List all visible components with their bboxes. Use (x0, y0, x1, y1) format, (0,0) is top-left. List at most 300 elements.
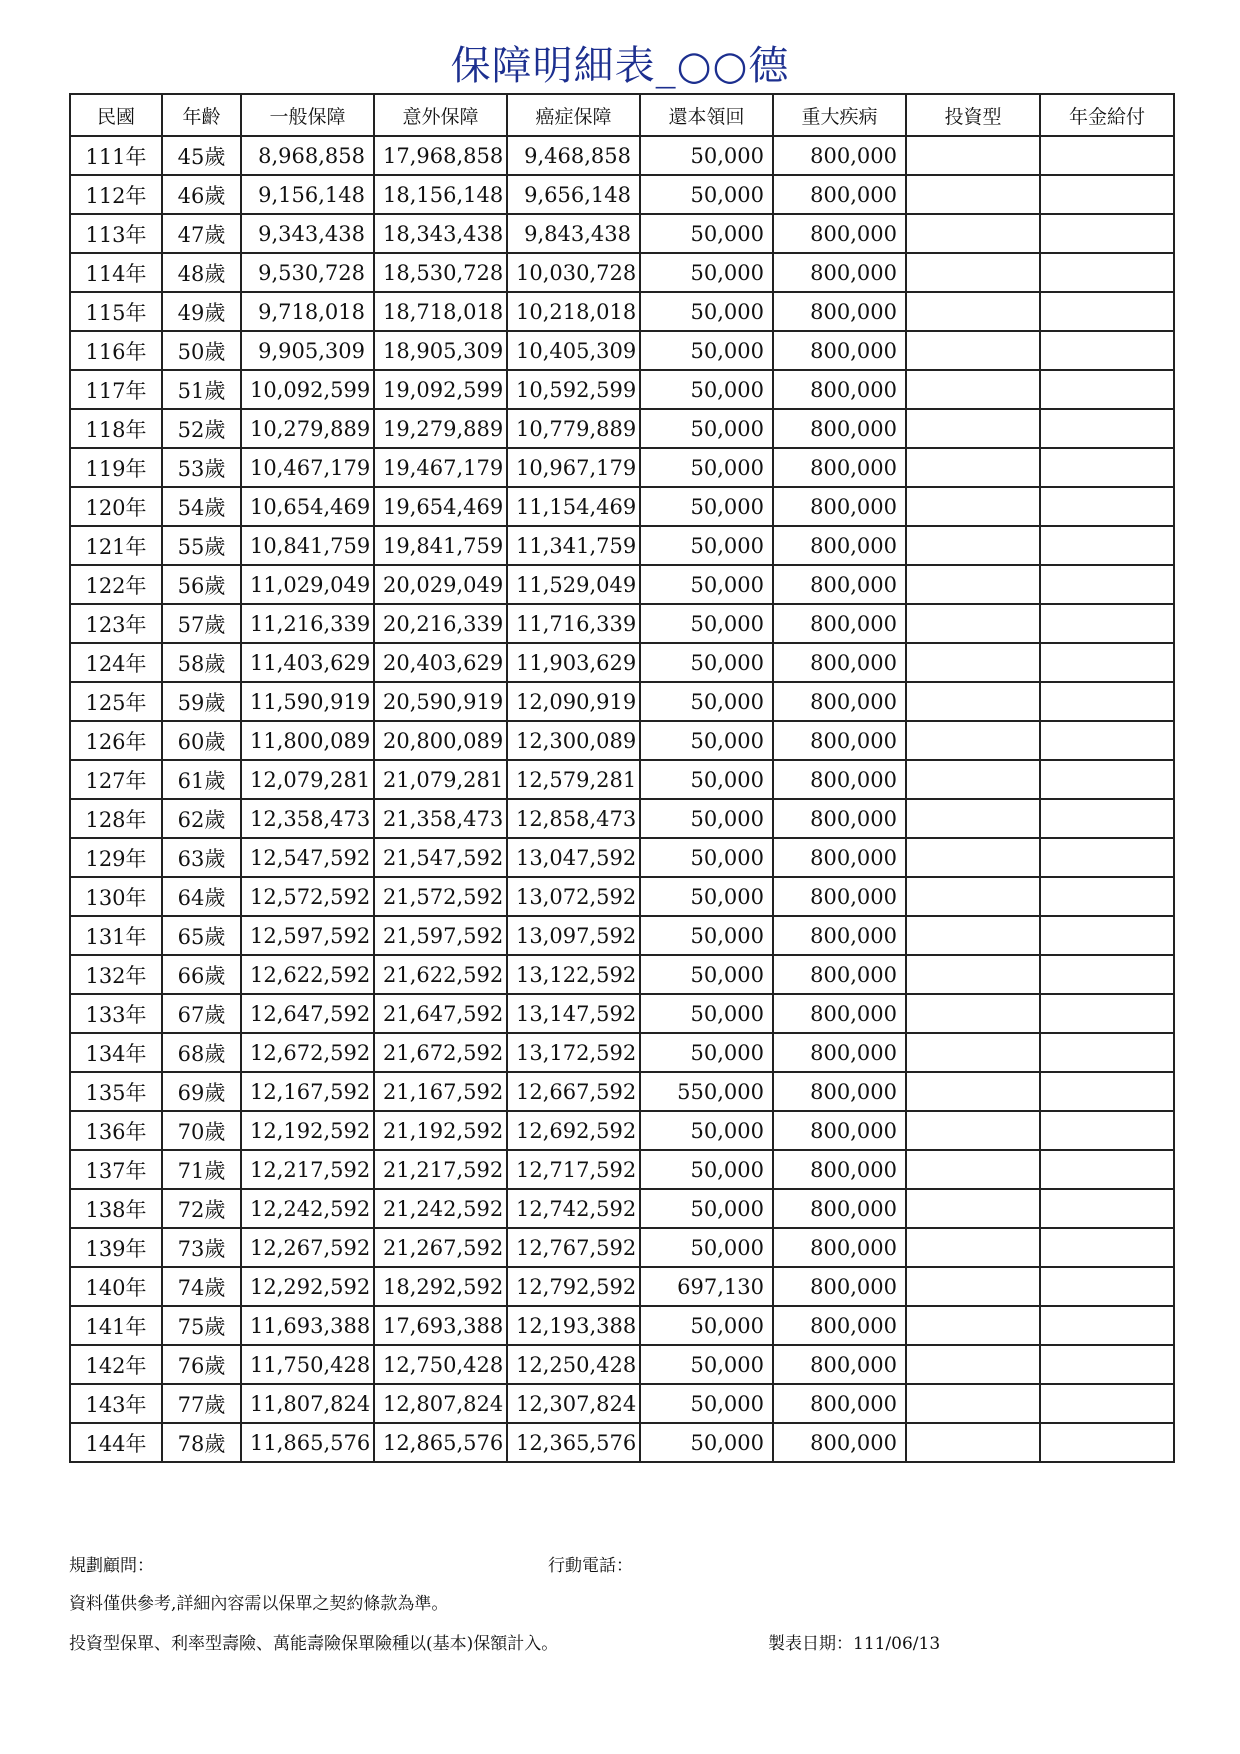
table-cell: 10,967,179 (507, 448, 640, 487)
table-cell: 800,000 (773, 1423, 906, 1462)
table-cell: 12,692,592 (507, 1111, 640, 1150)
table-cell (906, 292, 1040, 331)
column-header: 年齡 (162, 94, 241, 136)
table-cell: 10,779,889 (507, 409, 640, 448)
table-row (70, 760, 1174, 799)
table-cell: 50,000 (640, 916, 773, 955)
column-header: 民國 (70, 94, 162, 136)
table-cell: 68歲 (162, 1033, 241, 1072)
table-body (70, 136, 1174, 1462)
table-cell: 20,800,089 (374, 721, 507, 760)
table-cell (906, 721, 1040, 760)
table-cell: 70歲 (162, 1111, 241, 1150)
table-cell (906, 955, 1040, 994)
table-cell: 800,000 (773, 1033, 906, 1072)
table-cell: 13,147,592 (507, 994, 640, 1033)
table-cell: 21,647,592 (374, 994, 507, 1033)
table-cell: 50,000 (640, 643, 773, 682)
table-cell: 60歲 (162, 721, 241, 760)
table-cell: 50,000 (640, 1150, 773, 1189)
table-cell: 800,000 (773, 1228, 906, 1267)
table-row (70, 214, 1174, 253)
table-cell: 53歲 (162, 448, 241, 487)
table-cell: 21,192,592 (374, 1111, 507, 1150)
table-cell: 18,156,148 (374, 175, 507, 214)
table-cell: 800,000 (773, 682, 906, 721)
table-row (70, 1111, 1174, 1150)
table-cell: 17,968,858 (374, 136, 507, 175)
table-cell: 21,079,281 (374, 760, 507, 799)
table-cell (1040, 838, 1174, 877)
table-row (70, 292, 1174, 331)
table-cell: 10,841,759 (241, 526, 374, 565)
table-cell: 50,000 (640, 136, 773, 175)
table-cell (1040, 799, 1174, 838)
table-cell: 800,000 (773, 760, 906, 799)
table-cell: 12,767,592 (507, 1228, 640, 1267)
table-cell (1040, 214, 1174, 253)
table-row (70, 1345, 1174, 1384)
table-cell: 139年 (70, 1228, 162, 1267)
table-cell: 50,000 (640, 526, 773, 565)
table-cell: 135年 (70, 1072, 162, 1111)
table-cell: 697,130 (640, 1267, 773, 1306)
table-cell: 12,667,592 (507, 1072, 640, 1111)
table-cell (1040, 253, 1174, 292)
table-cell: 50,000 (640, 1189, 773, 1228)
table-cell: 50,000 (640, 331, 773, 370)
table-cell (906, 526, 1040, 565)
table-cell (906, 370, 1040, 409)
table-cell (906, 643, 1040, 682)
table-cell: 12,672,592 (241, 1033, 374, 1072)
table-cell: 19,841,759 (374, 526, 507, 565)
table-cell (1040, 1306, 1174, 1345)
table-cell: 50,000 (640, 253, 773, 292)
table-cell: 11,341,759 (507, 526, 640, 565)
table-cell: 72歲 (162, 1189, 241, 1228)
table-cell: 12,717,592 (507, 1150, 640, 1189)
table-cell: 12,365,576 (507, 1423, 640, 1462)
table-cell: 50,000 (640, 214, 773, 253)
table-cell: 800,000 (773, 448, 906, 487)
table-cell: 50,000 (640, 799, 773, 838)
table-cell: 126年 (70, 721, 162, 760)
table-cell: 125年 (70, 682, 162, 721)
table-cell (1040, 565, 1174, 604)
table-cell (1040, 1111, 1174, 1150)
table-cell: 12,079,281 (241, 760, 374, 799)
table-cell: 122年 (70, 565, 162, 604)
table-cell: 800,000 (773, 994, 906, 1033)
table-row (70, 1228, 1174, 1267)
table-cell: 10,592,599 (507, 370, 640, 409)
table-cell (1040, 175, 1174, 214)
table-cell: 11,716,339 (507, 604, 640, 643)
table-cell: 11,590,919 (241, 682, 374, 721)
table-cell (906, 838, 1040, 877)
table-cell: 134年 (70, 1033, 162, 1072)
table-row (70, 1150, 1174, 1189)
table-cell: 47歲 (162, 214, 241, 253)
table-cell: 50,000 (640, 175, 773, 214)
table-cell: 800,000 (773, 838, 906, 877)
table-cell: 45歲 (162, 136, 241, 175)
table-cell: 12,572,592 (241, 877, 374, 916)
table-cell (906, 877, 1040, 916)
table-cell: 137年 (70, 1150, 162, 1189)
table-cell: 800,000 (773, 643, 906, 682)
table-cell: 18,343,438 (374, 214, 507, 253)
table-cell: 12,267,592 (241, 1228, 374, 1267)
table-cell (906, 1306, 1040, 1345)
table-cell: 78歲 (162, 1423, 241, 1462)
table-row (70, 565, 1174, 604)
table-row (70, 799, 1174, 838)
table-cell: 800,000 (773, 409, 906, 448)
table-cell: 10,279,889 (241, 409, 374, 448)
table-row (70, 643, 1174, 682)
table-cell: 49歲 (162, 292, 241, 331)
table-cell: 12,579,281 (507, 760, 640, 799)
table-row (70, 916, 1174, 955)
table-cell: 50,000 (640, 292, 773, 331)
table-cell: 116年 (70, 331, 162, 370)
table-row (70, 1072, 1174, 1111)
table-cell: 64歲 (162, 877, 241, 916)
table-row (70, 1267, 1174, 1306)
table-cell: 12,250,428 (507, 1345, 640, 1384)
table-cell: 50,000 (640, 487, 773, 526)
coverage-table (69, 93, 1175, 1463)
table-cell: 800,000 (773, 916, 906, 955)
table-cell: 12,217,592 (241, 1150, 374, 1189)
table-cell: 800,000 (773, 1150, 906, 1189)
table-cell: 63歲 (162, 838, 241, 877)
table-cell: 800,000 (773, 370, 906, 409)
table-cell (1040, 1423, 1174, 1462)
table-cell: 128年 (70, 799, 162, 838)
table-cell: 12,792,592 (507, 1267, 640, 1306)
table-cell: 55歲 (162, 526, 241, 565)
table-cell: 800,000 (773, 1384, 906, 1423)
table-cell: 111年 (70, 136, 162, 175)
table-cell: 50,000 (640, 994, 773, 1033)
table-cell: 11,800,089 (241, 721, 374, 760)
table-cell (906, 799, 1040, 838)
table-cell (1040, 643, 1174, 682)
table-cell: 58歲 (162, 643, 241, 682)
table-cell (906, 1345, 1040, 1384)
table-row (70, 838, 1174, 877)
table-cell: 131年 (70, 916, 162, 955)
table-cell: 141年 (70, 1306, 162, 1345)
table-cell (906, 331, 1040, 370)
table-cell: 9,156,148 (241, 175, 374, 214)
table-cell: 20,029,049 (374, 565, 507, 604)
table-cell: 12,090,919 (507, 682, 640, 721)
table-cell: 18,718,018 (374, 292, 507, 331)
table-cell: 117年 (70, 370, 162, 409)
table-cell (906, 1072, 1040, 1111)
table-cell: 11,903,629 (507, 643, 640, 682)
table-cell (1040, 448, 1174, 487)
table-cell (1040, 331, 1174, 370)
table-row (70, 1384, 1174, 1423)
table-cell: 50,000 (640, 1345, 773, 1384)
table-cell (1040, 1033, 1174, 1072)
column-header: 投資型 (906, 94, 1040, 136)
table-cell: 11,693,388 (241, 1306, 374, 1345)
table-cell (906, 1150, 1040, 1189)
table-cell (906, 409, 1040, 448)
table-cell: 66歲 (162, 955, 241, 994)
table-cell: 114年 (70, 253, 162, 292)
table-cell: 550,000 (640, 1072, 773, 1111)
table-cell: 12,547,592 (241, 838, 374, 877)
table-cell: 12,647,592 (241, 994, 374, 1033)
table-cell (1040, 1228, 1174, 1267)
table-cell (906, 760, 1040, 799)
table-cell: 12,307,824 (507, 1384, 640, 1423)
table-cell: 10,654,469 (241, 487, 374, 526)
table-cell: 19,279,889 (374, 409, 507, 448)
table-cell (1040, 136, 1174, 175)
table-cell: 142年 (70, 1345, 162, 1384)
table-cell: 10,405,309 (507, 331, 640, 370)
table-cell (1040, 994, 1174, 1033)
table-cell (1040, 955, 1174, 994)
table-cell: 800,000 (773, 799, 906, 838)
table-cell: 73歲 (162, 1228, 241, 1267)
table-cell: 12,622,592 (241, 955, 374, 994)
table-cell: 50,000 (640, 448, 773, 487)
table-cell (906, 448, 1040, 487)
table-row (70, 487, 1174, 526)
table-cell: 130年 (70, 877, 162, 916)
table-cell: 69歲 (162, 1072, 241, 1111)
table-cell: 62歲 (162, 799, 241, 838)
table-cell (1040, 1189, 1174, 1228)
table-cell: 800,000 (773, 721, 906, 760)
table-cell (906, 1033, 1040, 1072)
table-cell: 13,097,592 (507, 916, 640, 955)
table-cell: 800,000 (773, 877, 906, 916)
table-cell: 50,000 (640, 1306, 773, 1345)
disclaimer-text: 資料僅供參考,詳細內容需以保單之契約條款為準。 (69, 1594, 449, 1614)
table-cell (906, 253, 1040, 292)
table-cell: 50,000 (640, 565, 773, 604)
table-cell: 19,092,599 (374, 370, 507, 409)
table-cell: 11,029,049 (241, 565, 374, 604)
table-cell (1040, 916, 1174, 955)
table-cell: 120年 (70, 487, 162, 526)
table-cell (906, 175, 1040, 214)
table-cell: 21,672,592 (374, 1033, 507, 1072)
table-cell: 115年 (70, 292, 162, 331)
table-row (70, 409, 1174, 448)
table-cell: 56歲 (162, 565, 241, 604)
table-cell: 50,000 (640, 1033, 773, 1072)
table-cell: 12,192,592 (241, 1111, 374, 1150)
column-header: 癌症保障 (507, 94, 640, 136)
table-cell: 8,968,858 (241, 136, 374, 175)
table-cell (906, 214, 1040, 253)
table-cell: 12,167,592 (241, 1072, 374, 1111)
table-row (70, 1423, 1174, 1462)
table-cell: 13,172,592 (507, 1033, 640, 1072)
table-cell: 50,000 (640, 955, 773, 994)
table-cell: 48歲 (162, 253, 241, 292)
table-cell (906, 1423, 1040, 1462)
table-cell: 67歲 (162, 994, 241, 1033)
table-cell (906, 136, 1040, 175)
table-row (70, 1306, 1174, 1345)
table-cell (906, 1384, 1040, 1423)
table-cell: 121年 (70, 526, 162, 565)
table-cell: 17,693,388 (374, 1306, 507, 1345)
table-cell: 800,000 (773, 1189, 906, 1228)
table-cell (906, 1189, 1040, 1228)
table-cell (1040, 409, 1174, 448)
table-cell: 19,467,179 (374, 448, 507, 487)
table-cell: 21,572,592 (374, 877, 507, 916)
table-header-row (70, 94, 1174, 136)
table-cell: 9,718,018 (241, 292, 374, 331)
table-cell: 129年 (70, 838, 162, 877)
table-cell (1040, 877, 1174, 916)
table-cell: 50,000 (640, 604, 773, 643)
table-cell: 50,000 (640, 370, 773, 409)
table-row (70, 721, 1174, 760)
table-cell: 11,403,629 (241, 643, 374, 682)
table-cell (1040, 370, 1174, 409)
table-cell: 9,656,148 (507, 175, 640, 214)
table-cell: 800,000 (773, 955, 906, 994)
table-cell: 18,905,309 (374, 331, 507, 370)
column-header: 年金給付 (1040, 94, 1174, 136)
table-cell: 50,000 (640, 721, 773, 760)
table-cell: 800,000 (773, 1072, 906, 1111)
table-cell: 50,000 (640, 409, 773, 448)
table-cell (1040, 682, 1174, 721)
table-cell: 12,292,592 (241, 1267, 374, 1306)
table-cell: 12,358,473 (241, 799, 374, 838)
table-row (70, 877, 1174, 916)
table-cell (1040, 292, 1174, 331)
table-cell (906, 1111, 1040, 1150)
table-cell (1040, 604, 1174, 643)
table-cell: 52歲 (162, 409, 241, 448)
table-cell (906, 916, 1040, 955)
table-cell: 21,167,592 (374, 1072, 507, 1111)
table-cell (1040, 1384, 1174, 1423)
table-row (70, 331, 1174, 370)
table-cell: 9,905,309 (241, 331, 374, 370)
table-row (70, 1189, 1174, 1228)
date-label: 製表日期：111/06/13 (768, 1634, 941, 1654)
table-cell: 800,000 (773, 331, 906, 370)
table-cell: 10,092,599 (241, 370, 374, 409)
table-cell: 21,547,592 (374, 838, 507, 877)
table-row (70, 175, 1174, 214)
column-header: 意外保障 (374, 94, 507, 136)
table-cell: 124年 (70, 643, 162, 682)
page-title: 保障明細表_○○德 (450, 43, 790, 89)
table-cell: 21,242,592 (374, 1189, 507, 1228)
table-cell: 9,843,438 (507, 214, 640, 253)
table-cell: 800,000 (773, 1111, 906, 1150)
table-cell: 113年 (70, 214, 162, 253)
table-cell: 800,000 (773, 214, 906, 253)
table-cell: 50歲 (162, 331, 241, 370)
table-row (70, 604, 1174, 643)
table-cell: 11,529,049 (507, 565, 640, 604)
table-cell (906, 487, 1040, 526)
table-cell: 800,000 (773, 565, 906, 604)
table-cell: 12,242,592 (241, 1189, 374, 1228)
table-cell: 13,072,592 (507, 877, 640, 916)
table-cell: 10,218,018 (507, 292, 640, 331)
table-cell: 112年 (70, 175, 162, 214)
table-row (70, 682, 1174, 721)
table-cell (906, 565, 1040, 604)
table-row (70, 136, 1174, 175)
table-cell: 140年 (70, 1267, 162, 1306)
table-cell (1040, 760, 1174, 799)
table-cell: 20,403,629 (374, 643, 507, 682)
table-cell: 9,468,858 (507, 136, 640, 175)
table-cell: 21,622,592 (374, 955, 507, 994)
table-cell: 11,154,469 (507, 487, 640, 526)
table-cell: 800,000 (773, 1267, 906, 1306)
table-cell: 77歲 (162, 1384, 241, 1423)
table-cell (906, 994, 1040, 1033)
table-cell: 12,858,473 (507, 799, 640, 838)
table-cell: 143年 (70, 1384, 162, 1423)
table-cell (1040, 1150, 1174, 1189)
table-cell (1040, 1267, 1174, 1306)
table-cell: 12,193,388 (507, 1306, 640, 1345)
table-cell: 21,597,592 (374, 916, 507, 955)
table-cell (906, 1228, 1040, 1267)
table-cell: 12,807,824 (374, 1384, 507, 1423)
table-cell (906, 1267, 1040, 1306)
table-cell: 20,216,339 (374, 604, 507, 643)
table-cell: 132年 (70, 955, 162, 994)
column-header: 一般保障 (241, 94, 374, 136)
table-cell: 74歲 (162, 1267, 241, 1306)
table-cell: 800,000 (773, 292, 906, 331)
table-cell: 50,000 (640, 682, 773, 721)
table-cell: 50,000 (640, 877, 773, 916)
table-row (70, 1033, 1174, 1072)
table-cell: 119年 (70, 448, 162, 487)
table-cell: 20,590,919 (374, 682, 507, 721)
table-cell: 12,597,592 (241, 916, 374, 955)
table-cell: 800,000 (773, 487, 906, 526)
table-cell: 136年 (70, 1111, 162, 1150)
table-cell (1040, 487, 1174, 526)
table-cell: 12,742,592 (507, 1189, 640, 1228)
table-cell: 127年 (70, 760, 162, 799)
table-cell: 51歲 (162, 370, 241, 409)
table-cell: 50,000 (640, 1384, 773, 1423)
table-row (70, 994, 1174, 1033)
table-cell: 75歲 (162, 1306, 241, 1345)
table-cell: 11,807,824 (241, 1384, 374, 1423)
table-cell: 11,865,576 (241, 1423, 374, 1462)
